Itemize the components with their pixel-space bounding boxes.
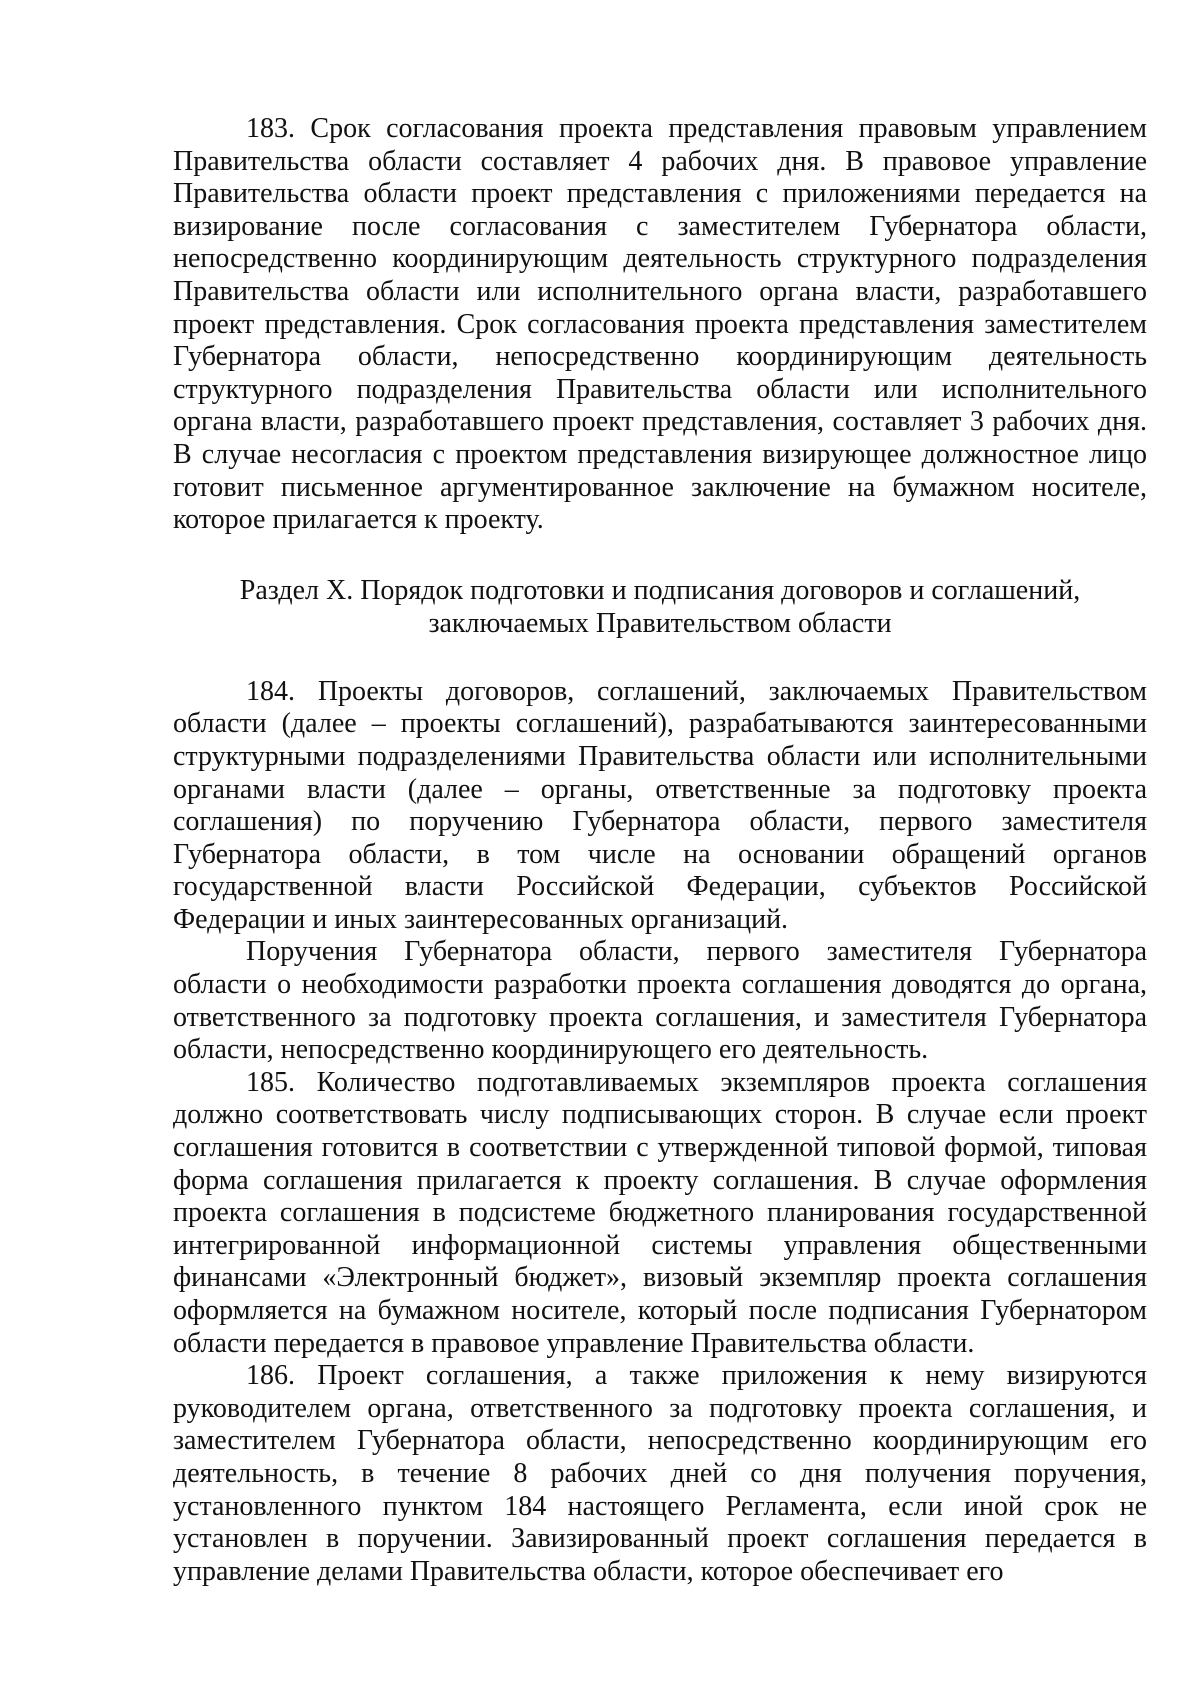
section-heading-line-2: заключаемых Правительством области — [428, 607, 892, 639]
document-body — [173, 113, 1147, 1588]
section-heading-line-1: Раздел X. Порядок подготовки и подписания договоров и соглашений, — [239, 574, 1081, 606]
paragraph-186: 186. Проект соглашения, а также приложения к нему визируются руководителем органа, ответственного за подготовку проекта соглашения, и заместителем Губернатора области, непосредственно координирующим его деятельность, в течение 8 рабочих дней со дня получения поручения, установленного пунктом 184 настоящего Регламента, если иной срок не установлен в поручении. Завизированный проект соглашения передается в управление делами Правительства области, которое обеспечивает его — [173, 1360, 1147, 1587]
paragraph-183: 183. Срок согласования проекта представления правовым управлением Правительства области составляет 4 рабочих дня. В правовое управление Правительства области проект представления с приложениями передается на визирование после согласования с заместителем Губернатора области, непосредственно координирующим деятельность структурного подразделения Правительства области или исполнительного органа власти, разработавшего проект представления. Срок согласования проекта представления заместителем Губернатора области, непосредственно координирующим деятельность структурного подразделения Правительства области или исполнительного органа власти, разработавшего проект представления, составляет 3 рабочих дня. В случае несогласия с проектом представления визирующее должностное лицо готовит письменное аргументированное заключение на бумажном носителе, которое прилагается к проекту. — [173, 113, 1147, 536]
paragraph-instructions: Поручения Губернатора области, первого заместителя Губернатора области о необходимости разработки проекта соглашения доводятся до органа, ответственного за подготовку проекта соглашения, и заместителя Губернатора области, непосредственно координирующего его деятельность. — [173, 936, 1147, 1066]
paragraph-185: 185. Количество подготавливаемых экземпляров проекта соглашения должно соответствовать числу подписывающих сторон. В случае если проект соглашения готовится в соответствии с утвержденной типовой формой, типовая форма соглашения прилагается к проекту соглашения. В случае оформления проекта соглашения в подсистеме бюджетного планирования государственной интегрированной информационной системы управления общественными финансами «Электронный бюджет», визовый экземпляр проекта соглашения оформляется на бумажном носителе, который после подписания Губернатором области передается в правовое управление Правительства области. — [173, 1066, 1147, 1359]
section-heading — [173, 574, 1147, 640]
paragraph-184: 184. Проекты договоров, соглашений, заключаемых Правительством области (далее – проекты соглашений), разрабатываются заинтересованными структурными подразделениями Правительства области или исполнительными органами власти (далее – органы, ответственные за подготовку проекта соглашения) по поручению Губернатора области, первого заместителя Губернатора области, в том числе на основании обращений органов государственной власти Российской Федерации, субъектов Российской Федерации и иных заинтересованных организаций. — [173, 675, 1147, 935]
